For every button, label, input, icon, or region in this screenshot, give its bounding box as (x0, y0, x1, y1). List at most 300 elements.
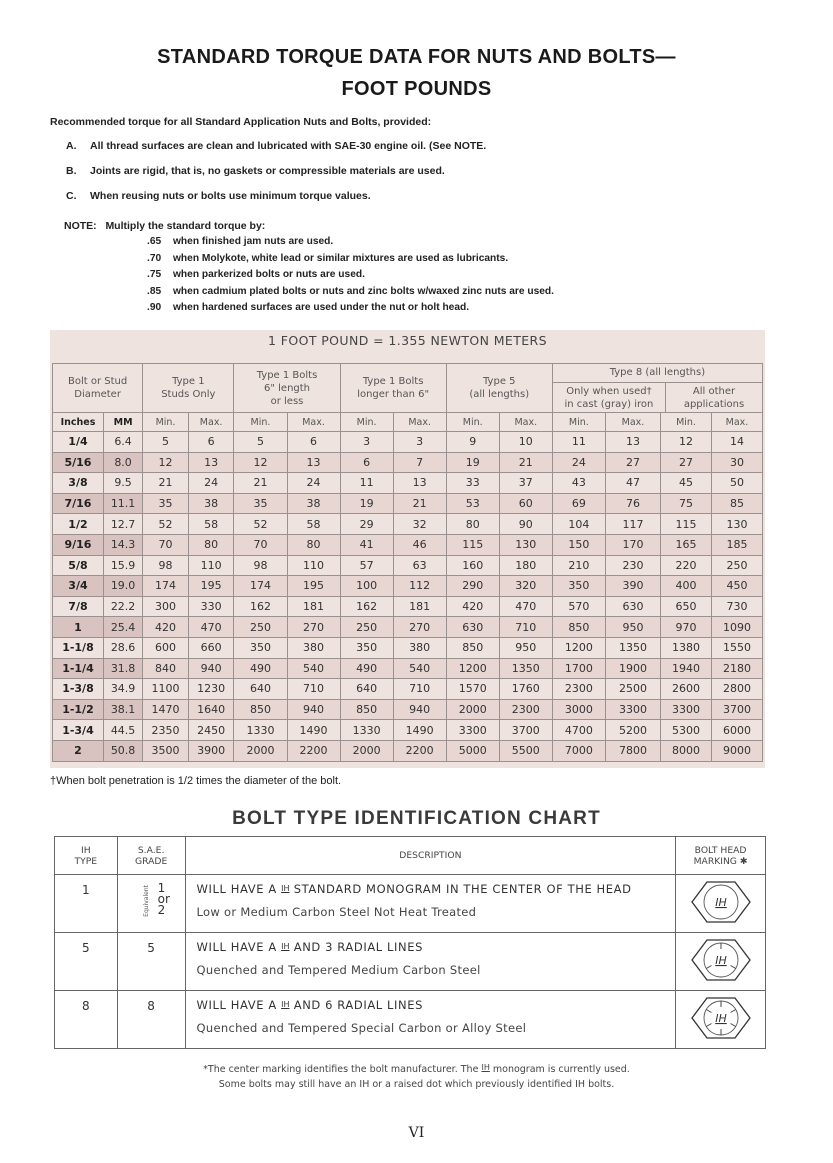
cell-torque: 12 (143, 452, 189, 473)
cell-mm: 11.1 (103, 493, 142, 514)
description-line2: Quenched and Tempered Special Carbon or Alloy Steel (196, 1021, 527, 1035)
cell-grade: 8 (117, 991, 185, 1049)
table-row (53, 452, 763, 473)
cell-inches: 3/8 (53, 473, 104, 494)
cell-mm: 25.4 (103, 617, 142, 638)
page-number: VI (408, 1125, 425, 1141)
cell-torque: 300 (143, 596, 189, 617)
cell-torque: 2000 (446, 699, 499, 720)
table-footnote: †When bolt penetration is 1/2 times the diameter of the bolt. (50, 775, 342, 787)
cell-torque: 32 (393, 514, 446, 535)
cell-torque: 1350 (499, 658, 552, 679)
header-ih-type: IH TYPE (55, 837, 118, 875)
cell-torque: 330 (188, 596, 234, 617)
cell-torque: 4700 (552, 720, 605, 741)
cell-inches: 1-1/2 (53, 699, 104, 720)
subheader-min: Min. (143, 413, 189, 432)
cell-mm: 22.2 (103, 596, 142, 617)
cell-torque: 9 (446, 432, 499, 453)
cell-torque: 110 (287, 555, 340, 576)
cell-torque: 350 (340, 637, 393, 658)
bolt-row (55, 875, 766, 933)
note-factor: .85 (147, 285, 162, 297)
cell-mm: 50.8 (103, 740, 142, 761)
cell-torque: 110 (188, 555, 234, 576)
cell-inches: 1-1/4 (53, 658, 104, 679)
subheader-max: Max. (393, 413, 446, 432)
cell-torque: 3500 (143, 740, 189, 761)
cell-torque: 195 (188, 576, 234, 597)
cell-torque: 181 (287, 596, 340, 617)
cell-mm: 19.0 (103, 576, 142, 597)
cell-torque: 450 (712, 576, 763, 597)
cell-torque: 90 (499, 514, 552, 535)
cell-mm: 12.7 (103, 514, 142, 535)
cell-torque: 185 (712, 534, 763, 555)
condition-text: Joints are rigid, that is, no gaskets or compressible materials are used. (90, 165, 445, 177)
cell-mm: 38.1 (103, 699, 142, 720)
header-sae-grade: S.A.E. GRADE (117, 837, 185, 875)
cell-torque: 3300 (605, 699, 660, 720)
cell-torque: 29 (340, 514, 393, 535)
cell-torque: 1940 (661, 658, 712, 679)
cell-torque: 630 (605, 596, 660, 617)
cell-torque: 710 (393, 679, 446, 700)
cell-torque: 710 (499, 617, 552, 638)
cell-torque: 840 (143, 658, 189, 679)
cell-torque: 270 (287, 617, 340, 638)
cell-torque: 115 (661, 514, 712, 535)
cell-torque: 490 (234, 658, 287, 679)
cell-inches: 1/2 (53, 514, 104, 535)
cell-torque: 19 (446, 452, 499, 473)
cell-torque: 160 (446, 555, 499, 576)
subheader-max: Max. (605, 413, 660, 432)
cell-torque: 1230 (188, 679, 234, 700)
cell-grade: 5 (117, 933, 185, 991)
torque-table-body (53, 432, 763, 762)
marking-note-b: monogram is currently used. (492, 1064, 630, 1075)
bolt-head-marking-icon (689, 879, 753, 925)
subheader-row (53, 413, 763, 432)
cell-mm: 28.6 (103, 637, 142, 658)
cell-mm: 15.9 (103, 555, 142, 576)
header-diameter: Bolt or Stud Diameter (53, 364, 143, 413)
cell-torque: 3300 (661, 699, 712, 720)
note-heading-text: Multiply the standard torque by: (105, 220, 266, 232)
cell-torque: 250 (712, 555, 763, 576)
note-text: when Molykote, white lead or similar mixtures are used as lubricants. (173, 252, 509, 264)
cell-torque: 5 (143, 432, 189, 453)
cell-torque: 380 (287, 637, 340, 658)
cell-torque: 3700 (712, 699, 763, 720)
subheader-min: Min. (340, 413, 393, 432)
table-row (53, 493, 763, 514)
header-type1-short: Type 1 Bolts 6" length or less (234, 364, 340, 413)
description-suffix: AND 6 RADIAL LINES (293, 998, 424, 1012)
cell-torque: 24 (287, 473, 340, 494)
cell-torque: 7800 (605, 740, 660, 761)
note-factor: .65 (147, 236, 162, 247)
cell-torque: 3300 (446, 720, 499, 741)
cell-torque: 52 (234, 514, 287, 535)
note-text: when finished jam nuts are used. (173, 236, 334, 247)
cell-torque: 174 (234, 576, 287, 597)
cell-torque: 24 (552, 452, 605, 473)
subheader-min: Min. (552, 413, 605, 432)
cell-inches: 1-3/8 (53, 679, 104, 700)
cell-torque: 70 (234, 534, 287, 555)
note-heading (64, 220, 265, 232)
cell-torque: 115 (446, 534, 499, 555)
monogram-text: IH (714, 895, 727, 909)
cell-torque: 940 (393, 699, 446, 720)
cell-torque: 13 (393, 473, 446, 494)
description-line1 (186, 875, 676, 896)
cell-torque: 41 (340, 534, 393, 555)
subheader-max: Max. (287, 413, 340, 432)
torque-table (52, 363, 763, 762)
cell-torque: 5300 (661, 720, 712, 741)
cell-torque: 11 (552, 432, 605, 453)
torque-table-panel (50, 330, 765, 768)
cell-torque: 63 (393, 555, 446, 576)
cell-torque: 1330 (340, 720, 393, 741)
cell-torque: 2180 (712, 658, 763, 679)
table-row (53, 432, 763, 453)
cell-description (185, 933, 676, 991)
bolt-id-table (54, 836, 766, 1049)
cell-torque: 76 (605, 493, 660, 514)
subheader-max: Max. (712, 413, 763, 432)
cell-torque: 24 (188, 473, 234, 494)
cell-torque: 1200 (446, 658, 499, 679)
marking-note-line2: Some bolts may still have an IH or a raised dot which previously identified IH bolts. (218, 1079, 615, 1090)
subheader-min: Min. (661, 413, 712, 432)
cell-torque: 1490 (287, 720, 340, 741)
cell-head-marking (676, 991, 766, 1049)
cell-torque: 940 (188, 658, 234, 679)
note-text: when parkerized bolts or nuts are used. (173, 269, 365, 280)
cell-torque: 850 (234, 699, 287, 720)
cell-torque: 5500 (499, 740, 552, 761)
cell-torque: 600 (143, 637, 189, 658)
cell-torque: 150 (552, 534, 605, 555)
cell-torque: 2350 (143, 720, 189, 741)
cell-torque: 5200 (605, 720, 660, 741)
cell-torque: 630 (446, 617, 499, 638)
cell-torque: 710 (287, 679, 340, 700)
cell-torque: 390 (605, 576, 660, 597)
header-description: DESCRIPTION (185, 837, 676, 875)
description-prefix: WILL HAVE A (196, 940, 277, 954)
description-suffix: AND 3 RADIAL LINES (293, 940, 424, 954)
monogram-text: IH (714, 953, 727, 967)
cell-torque: 195 (287, 576, 340, 597)
cell-torque: 1350 (605, 637, 660, 658)
cell-torque: 9000 (712, 740, 763, 761)
cell-torque: 850 (446, 637, 499, 658)
cell-torque: 70 (143, 534, 189, 555)
note-item (147, 236, 333, 247)
cell-torque: 1200 (552, 637, 605, 658)
cell-torque: 27 (605, 452, 660, 473)
cell-mm: 8.0 (103, 452, 142, 473)
cell-torque: 80 (446, 514, 499, 535)
subheader-max: Max. (499, 413, 552, 432)
cell-mm: 14.3 (103, 534, 142, 555)
intro-text: Recommended torque for all Standard Application Nuts and Bolts, provided: (50, 116, 432, 128)
note-label: NOTE: (64, 220, 97, 232)
header-type5: Type 5 (all lengths) (446, 364, 552, 413)
cell-torque: 950 (499, 637, 552, 658)
cell-inches: 1/4 (53, 432, 104, 453)
condition-item (66, 140, 486, 152)
cell-torque: 1550 (712, 637, 763, 658)
cell-torque: 13 (287, 452, 340, 473)
cell-torque: 7000 (552, 740, 605, 761)
cell-torque: 181 (393, 596, 446, 617)
cell-inches: 7/16 (53, 493, 104, 514)
description-line1 (186, 933, 676, 954)
cell-torque: 33 (446, 473, 499, 494)
cell-torque: 180 (499, 555, 552, 576)
cell-torque: 2000 (340, 740, 393, 761)
grade-value: 1 or 2 (157, 881, 170, 917)
cell-torque: 13 (188, 452, 234, 473)
cell-torque: 290 (446, 576, 499, 597)
cell-torque: 38 (287, 493, 340, 514)
equivalent-label: Equivalent (142, 885, 150, 917)
cell-inches: 5/16 (53, 452, 104, 473)
cell-torque: 5 (234, 432, 287, 453)
header-head-marking: BOLT HEAD MARKING ✱ (676, 837, 766, 875)
cell-torque: 350 (552, 576, 605, 597)
cell-torque: 540 (287, 658, 340, 679)
note-item (147, 286, 554, 297)
cell-torque: 174 (143, 576, 189, 597)
condition-label: C. (66, 190, 77, 202)
note-text: when hardened surfaces are used under the nut or holt head. (173, 302, 470, 313)
cell-torque: 52 (143, 514, 189, 535)
cell-torque: 104 (552, 514, 605, 535)
header-type8-other: All other applications (683, 386, 745, 410)
header-type8-group (552, 364, 762, 413)
monogram-icon: IH (481, 1063, 490, 1072)
cell-torque: 3700 (499, 720, 552, 741)
condition-text: When reusing nuts or bolts use minimum torque values. (90, 190, 371, 202)
cell-inches: 1 (53, 617, 104, 638)
cell-torque: 57 (340, 555, 393, 576)
cell-torque: 10 (499, 432, 552, 453)
cell-torque: 13 (605, 432, 660, 453)
cell-torque: 165 (661, 534, 712, 555)
condition-label: B. (66, 165, 77, 177)
cell-torque: 117 (605, 514, 660, 535)
conversion-note: 1 FOOT POUND = 1.355 NEWTON METERS (268, 333, 547, 348)
cell-inches: 1-3/4 (53, 720, 104, 741)
bolt-row (55, 933, 766, 991)
cell-torque: 58 (287, 514, 340, 535)
cell-torque: 38 (188, 493, 234, 514)
table-row (53, 658, 763, 679)
cell-torque: 850 (340, 699, 393, 720)
cell-torque: 970 (661, 617, 712, 638)
cell-mm: 9.5 (103, 473, 142, 494)
cell-torque: 730 (712, 596, 763, 617)
cell-torque: 940 (287, 699, 340, 720)
cell-torque: 21 (393, 493, 446, 514)
note-item (147, 269, 365, 280)
table-row (53, 596, 763, 617)
marking-note (0, 1060, 833, 1092)
header-type8: Type 8 (all lengths) (553, 364, 762, 383)
cell-torque: 490 (340, 658, 393, 679)
cell-inches: 7/8 (53, 596, 104, 617)
cell-torque: 640 (234, 679, 287, 700)
cell-torque: 1640 (188, 699, 234, 720)
note-item (147, 253, 508, 264)
cell-torque: 35 (143, 493, 189, 514)
cell-torque: 60 (499, 493, 552, 514)
cell-torque: 1330 (234, 720, 287, 741)
bolt-head-marking-icon (689, 937, 753, 983)
table-row (53, 534, 763, 555)
cell-torque: 420 (446, 596, 499, 617)
cell-torque: 1760 (499, 679, 552, 700)
cell-torque: 270 (393, 617, 446, 638)
cell-torque: 2300 (499, 699, 552, 720)
note-factor: .75 (147, 269, 162, 280)
cell-torque: 540 (393, 658, 446, 679)
cell-torque: 112 (393, 576, 446, 597)
cell-inches: 2 (53, 740, 104, 761)
cell-torque: 220 (661, 555, 712, 576)
cell-head-marking (676, 933, 766, 991)
cell-mm: 6.4 (103, 432, 142, 453)
cell-mm: 31.8 (103, 658, 142, 679)
cell-torque: 11 (340, 473, 393, 494)
cell-inches: 5/8 (53, 555, 104, 576)
cell-torque: 12 (661, 432, 712, 453)
cell-torque: 850 (552, 617, 605, 638)
cell-torque: 6 (188, 432, 234, 453)
table-row (53, 555, 763, 576)
cell-torque: 69 (552, 493, 605, 514)
condition-label: A. (66, 140, 77, 152)
cell-torque: 950 (605, 617, 660, 638)
monogram-icon: IH (281, 884, 290, 893)
cell-torque: 2300 (552, 679, 605, 700)
cell-torque: 50 (712, 473, 763, 494)
cell-torque: 80 (188, 534, 234, 555)
cell-torque: 35 (234, 493, 287, 514)
cell-torque: 6000 (712, 720, 763, 741)
cell-torque: 47 (605, 473, 660, 494)
cell-torque: 320 (499, 576, 552, 597)
header-type1-studs: Type 1 Studs Only (143, 364, 234, 413)
table-row (53, 473, 763, 494)
cell-torque: 43 (552, 473, 605, 494)
monogram-icon: IH (281, 1000, 290, 1009)
cell-ih-type: 1 (55, 875, 118, 933)
cell-torque: 46 (393, 534, 446, 555)
description-line2: Quenched and Tempered Medium Carbon Steel (196, 963, 481, 977)
condition-item (66, 165, 445, 177)
cell-torque: 250 (340, 617, 393, 638)
cell-grade (117, 875, 185, 933)
condition-text: All thread surfaces are clean and lubricated with SAE-30 engine oil. (See NOTE. (90, 140, 487, 152)
cell-torque: 162 (234, 596, 287, 617)
cell-torque: 2800 (712, 679, 763, 700)
cell-torque: 98 (234, 555, 287, 576)
table-row (53, 637, 763, 658)
cell-torque: 98 (143, 555, 189, 576)
cell-torque: 130 (712, 514, 763, 535)
description-prefix: WILL HAVE A (196, 998, 277, 1012)
cell-torque: 420 (143, 617, 189, 638)
cell-torque: 12 (234, 452, 287, 473)
cell-torque: 3900 (188, 740, 234, 761)
cell-torque: 3000 (552, 699, 605, 720)
cell-torque: 1900 (605, 658, 660, 679)
cell-torque: 650 (661, 596, 712, 617)
subheader-inches: Inches (53, 413, 104, 432)
cell-inches: 1-1/8 (53, 637, 104, 658)
subheader-mm: MM (103, 413, 142, 432)
cell-ih-type: 5 (55, 933, 118, 991)
cell-torque: 21 (234, 473, 287, 494)
cell-mm: 34.9 (103, 679, 142, 700)
subheader-max: Max. (188, 413, 234, 432)
cell-torque: 3 (393, 432, 446, 453)
table-row (53, 740, 763, 761)
cell-torque: 1380 (661, 637, 712, 658)
cell-torque: 350 (234, 637, 287, 658)
description-prefix: WILL HAVE A (196, 882, 277, 896)
cell-torque: 400 (661, 576, 712, 597)
table-row (53, 720, 763, 741)
cell-torque: 640 (340, 679, 393, 700)
cell-torque: 85 (712, 493, 763, 514)
cell-torque: 210 (552, 555, 605, 576)
cell-description (185, 875, 676, 933)
cell-torque: 8000 (661, 740, 712, 761)
cell-torque: 6 (340, 452, 393, 473)
cell-torque: 14 (712, 432, 763, 453)
note-factor: .90 (147, 302, 162, 313)
marking-note-a: *The center marking identifies the bolt manufacturer. The (203, 1064, 479, 1075)
table-row (53, 679, 763, 700)
description-suffix: STANDARD MONOGRAM IN THE CENTER OF THE HEAD (293, 882, 632, 896)
cell-torque: 21 (143, 473, 189, 494)
table-row (53, 576, 763, 597)
cell-torque: 1570 (446, 679, 499, 700)
cell-torque: 2500 (605, 679, 660, 700)
cell-torque: 6 (287, 432, 340, 453)
bolt-head-marking-icon (689, 995, 753, 1041)
cell-torque: 162 (340, 596, 393, 617)
note-item (147, 302, 469, 313)
subheader-min: Min. (234, 413, 287, 432)
cell-torque: 100 (340, 576, 393, 597)
monogram-icon: IH (281, 942, 290, 951)
cell-mm: 44.5 (103, 720, 142, 741)
cell-torque: 19 (340, 493, 393, 514)
cell-torque: 37 (499, 473, 552, 494)
cell-torque: 1100 (143, 679, 189, 700)
cell-inches: 9/16 (53, 534, 104, 555)
